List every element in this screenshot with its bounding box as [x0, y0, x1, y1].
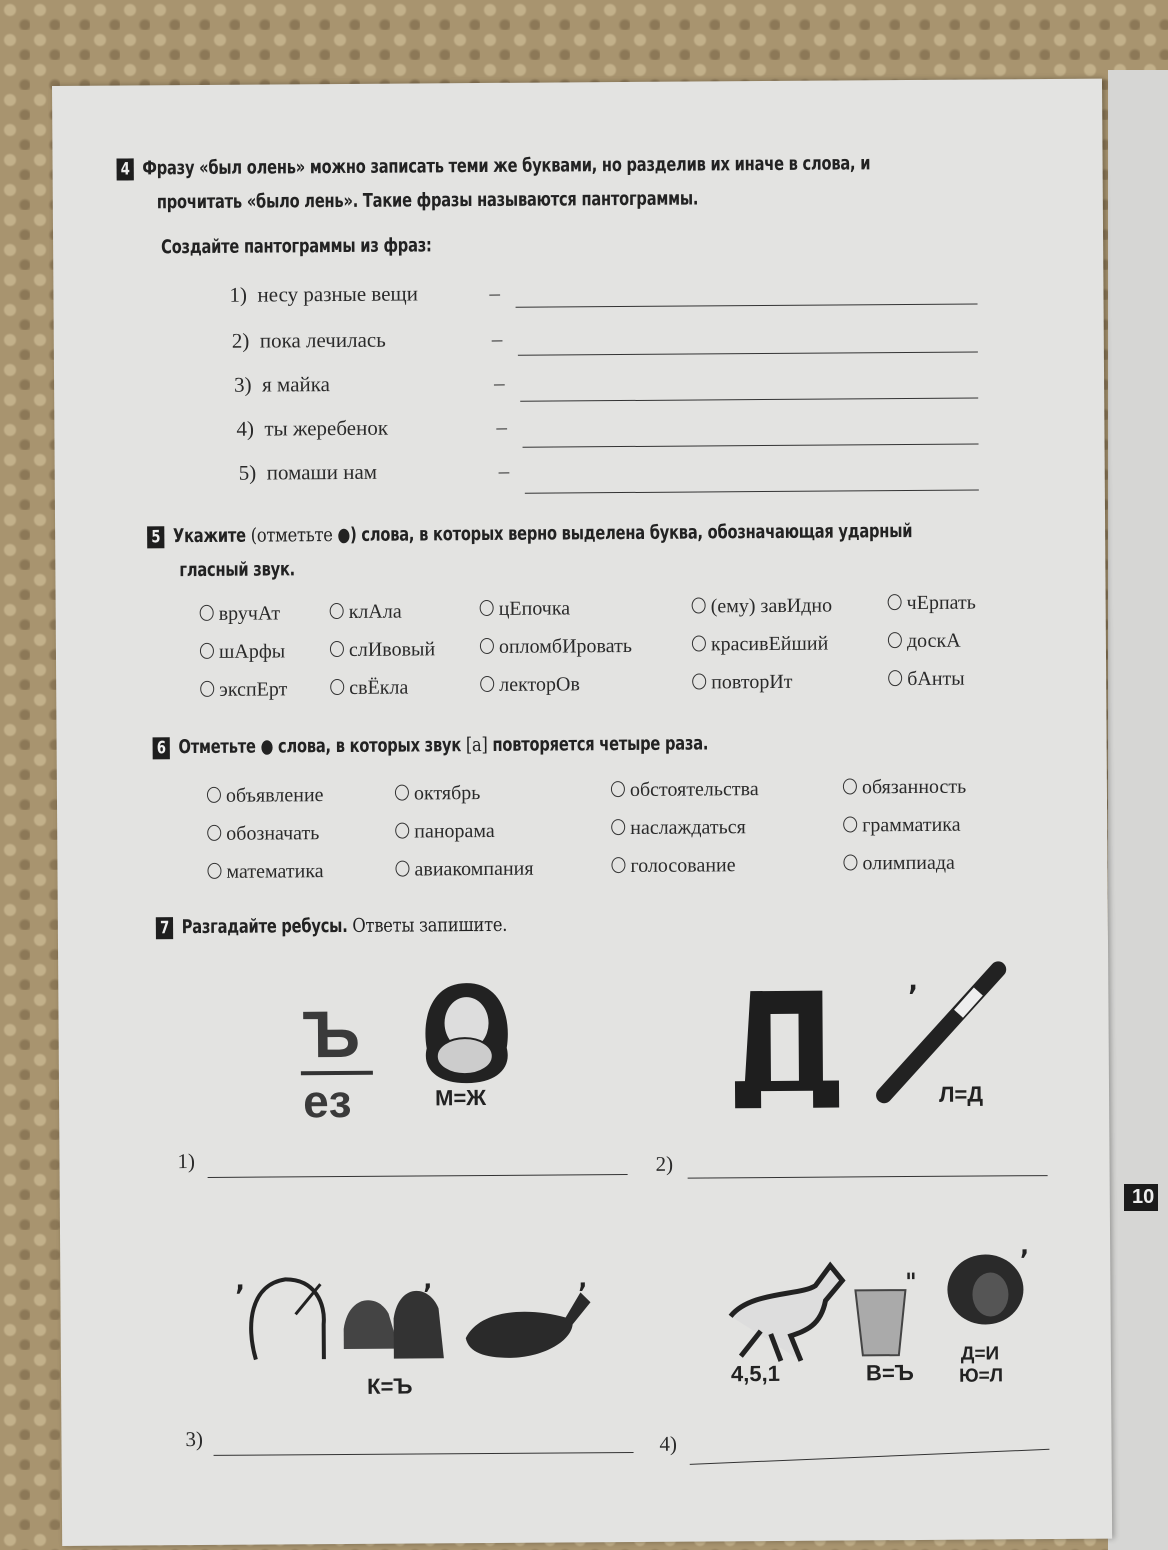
filled-circle-icon: ●: [337, 523, 351, 547]
radio-circle-icon[interactable]: [843, 778, 857, 794]
item-number: 4): [236, 416, 254, 441]
option-task6-2-2[interactable]: [611, 854, 735, 878]
svg-text:,: ,: [908, 963, 918, 998]
radio-circle-icon[interactable]: [480, 600, 494, 616]
dash: –: [489, 280, 501, 305]
task6-text-c: [а]: [465, 733, 488, 757]
option-task6-1-2[interactable]: [611, 816, 746, 840]
forehead-head-icon: [235, 1264, 331, 1365]
radio-circle-icon[interactable]: [207, 863, 221, 879]
radio-circle-icon[interactable]: [200, 605, 214, 621]
option-task5-1-2[interactable]: [480, 635, 632, 659]
dash: –: [493, 370, 505, 395]
item-number: 2): [231, 328, 250, 353]
dash: –: [496, 414, 507, 439]
option-task5-2-1[interactable]: [330, 676, 408, 700]
task5-text-a: Укажите: [172, 524, 246, 548]
option-task5-2-4[interactable]: [888, 668, 965, 692]
radio-circle-icon[interactable]: [330, 640, 344, 656]
option-label: слИвовый: [348, 637, 436, 661]
radio-circle-icon[interactable]: [207, 825, 221, 841]
dash: –: [491, 326, 503, 351]
task4-instruction: Создайте пантограммы из фраз:: [161, 234, 432, 259]
radio-circle-icon[interactable]: [843, 854, 857, 870]
option-label: панорама: [414, 819, 495, 842]
option-task5-0-3[interactable]: [692, 594, 833, 618]
option-task6-1-3[interactable]: [843, 813, 961, 837]
answer-line[interactable]: [520, 398, 978, 402]
option-label: обстоятельства: [629, 778, 759, 801]
option-label: обязанность: [861, 775, 967, 798]
option-task5-0-1[interactable]: [330, 600, 402, 624]
pantogram-item: [229, 281, 418, 307]
option-task5-1-4[interactable]: [888, 630, 961, 654]
option-task6-1-0[interactable]: [207, 822, 319, 846]
task6-line: [153, 726, 709, 764]
option-task6-0-3[interactable]: [843, 775, 966, 799]
rebus3-rule: К=Ъ: [366, 1373, 413, 1399]
item-number: 5): [238, 460, 257, 485]
option-label: цЕпочка: [498, 597, 571, 620]
rebus1-rule: М=Ж: [434, 1084, 487, 1111]
radio-circle-icon[interactable]: [480, 638, 494, 654]
next-page-edge: [1108, 70, 1168, 1550]
rebus3-answer-line[interactable]: [214, 1452, 634, 1456]
radio-circle-icon[interactable]: [395, 822, 409, 838]
item-phrase: пока лечилась: [259, 327, 386, 353]
option-label: клАла: [348, 600, 402, 623]
page-number: 10: [1124, 1184, 1158, 1211]
bucket-icon: [850, 1267, 926, 1361]
radio-circle-icon[interactable]: [843, 816, 857, 832]
task5-line2: гласный звук.: [179, 558, 296, 582]
dash: –: [498, 458, 510, 483]
task7-number: 7: [156, 917, 173, 939]
task6-text-b: слова, в которых звук: [277, 734, 462, 758]
item-number: 1): [229, 282, 248, 307]
option-label: объявление: [225, 784, 324, 807]
option-label: красивЕйший: [710, 632, 829, 655]
option-label: повторИт: [711, 670, 793, 693]
option-label: лекторОв: [499, 673, 580, 696]
letter-d-made-of-hard-signs: [730, 986, 843, 1112]
radio-circle-icon[interactable]: [611, 781, 625, 797]
rebus1-answer-line[interactable]: [208, 1174, 628, 1178]
whale-icon: [460, 1262, 596, 1383]
option-task5-2-2[interactable]: [480, 673, 580, 697]
item-phrase: я майка: [262, 372, 330, 397]
rebus2-number: 2): [655, 1151, 674, 1176]
item-phrase: ты жеребенок: [264, 415, 389, 441]
option-task6-0-1[interactable]: [395, 782, 481, 806]
answer-line[interactable]: [523, 444, 979, 448]
option-task6-2-1[interactable]: [395, 857, 533, 881]
option-task5-0-0[interactable]: [200, 602, 281, 626]
svg-text:,: ,: [578, 1264, 588, 1295]
rebus1-hard-sign: Ъ: [302, 996, 361, 1072]
radio-circle-icon[interactable]: [611, 857, 625, 873]
task5-line1: [147, 514, 912, 553]
answer-line[interactable]: [525, 490, 979, 494]
rebus4-rule-zebra: 4,5,1: [730, 1360, 781, 1387]
rebus1-ez: ез: [302, 1074, 352, 1128]
option-task5-2-3[interactable]: [692, 670, 792, 694]
option-label: обозначать: [226, 822, 320, 845]
radio-circle-icon[interactable]: [611, 819, 625, 835]
task5-number: 5: [147, 526, 164, 548]
option-task6-0-0[interactable]: [207, 784, 324, 808]
radio-circle-icon[interactable]: [200, 643, 214, 659]
radio-circle-icon[interactable]: [395, 860, 409, 876]
pantogram-item: [234, 372, 330, 398]
radio-circle-icon[interactable]: [888, 632, 902, 648]
turkey-icon: [940, 1231, 1041, 1335]
radio-circle-icon[interactable]: [207, 787, 221, 803]
worksheet-page: [52, 79, 1112, 1546]
option-label: грамматика: [862, 813, 961, 836]
task4-intro-line2: прочитать «было лень». Такие фразы называются пантограммы.: [156, 187, 699, 214]
pen-icon: [858, 959, 1009, 1110]
svg-text:": ": [905, 1267, 917, 1297]
option-label: октябрь: [413, 781, 481, 804]
svg-text:,: ,: [423, 1265, 433, 1296]
task4-intro-line1: [116, 146, 870, 185]
option-task6-2-3[interactable]: [843, 851, 955, 875]
option-task6-2-0[interactable]: [207, 860, 323, 884]
item-phrase: помаши нам: [266, 459, 378, 485]
option-label: шАрфы: [218, 640, 286, 663]
option-label: наслаждаться: [630, 816, 746, 839]
option-task6-1-1[interactable]: [395, 819, 495, 843]
option-label: доскА: [906, 629, 961, 653]
rebus4-answer-line[interactable]: [690, 1449, 1050, 1465]
radio-circle-icon[interactable]: [692, 597, 706, 613]
rebus1-number: 1): [177, 1149, 196, 1174]
pantogram-item: [239, 460, 377, 486]
option-task5-0-2[interactable]: [480, 597, 571, 621]
option-task5-1-0[interactable]: [200, 640, 285, 664]
task6-text-a: Отметьте: [178, 735, 256, 759]
option-label: бАнты: [907, 667, 965, 691]
radio-circle-icon[interactable]: [330, 678, 344, 694]
svg-text:,: ,: [235, 1263, 246, 1297]
sneakers-icon: [338, 1265, 449, 1364]
mother-with-baby-icon: [416, 978, 517, 1089]
task7-text-a: Разгадайте ребусы.: [181, 914, 348, 939]
rebus3-number: 3): [185, 1426, 204, 1452]
option-label: экспЕрт: [219, 678, 288, 701]
task4-number: 4: [117, 158, 134, 180]
radio-circle-icon[interactable]: [692, 635, 706, 651]
task5-text-c: ) слова, в которых верно выделена буква, обозначающая ударный: [349, 520, 913, 546]
option-task5-1-1[interactable]: [330, 638, 435, 662]
radio-circle-icon[interactable]: [200, 681, 214, 697]
rebus2-answer-line[interactable]: [688, 1175, 1048, 1179]
task5-text-b: (отметьте: [250, 524, 333, 547]
answer-line[interactable]: [518, 352, 978, 356]
pantogram-item: [232, 328, 386, 354]
item-phrase: несу разные вещи: [257, 281, 418, 307]
option-label: авиакомпания: [414, 857, 534, 880]
radio-circle-icon[interactable]: [888, 594, 902, 610]
radio-circle-icon[interactable]: [692, 673, 706, 689]
option-label: голосование: [630, 854, 736, 877]
option-label: опломбИровать: [498, 634, 632, 658]
option-label: чЕрпать: [906, 591, 976, 615]
option-task5-2-0[interactable]: [200, 678, 287, 702]
rebus4-rule-turkey-1: Д=И: [960, 1343, 1000, 1365]
task6-text-d: повторяется четыре раза.: [492, 732, 709, 756]
rebus4-number: 4): [659, 1431, 678, 1456]
filled-circle-icon: ●: [260, 735, 274, 758]
rebus4-rule-bucket: В=Ъ: [865, 1360, 914, 1386]
option-task5-1-3[interactable]: [692, 632, 829, 656]
rebus4-rule-turkey-2: Ю=Л: [958, 1365, 1004, 1387]
item-number: 3): [234, 372, 252, 397]
option-label: свЁкла: [349, 676, 409, 699]
radio-circle-icon[interactable]: [480, 676, 494, 692]
rebus2-rule: Л=Д: [938, 1081, 984, 1107]
task4-text1: Фразу «был олень» можно записать теми же буквами, но разделив их иначе в слова, и: [142, 152, 871, 180]
pantogram-item: [236, 416, 388, 442]
option-label: олимпиада: [862, 851, 955, 874]
radio-circle-icon[interactable]: [888, 670, 902, 686]
option-task5-0-4[interactable]: [888, 592, 976, 616]
option-label: вручАт: [218, 602, 281, 625]
svg-text:,: ,: [1020, 1231, 1030, 1262]
answer-line[interactable]: [516, 304, 978, 308]
option-label: (ему) завИдно: [710, 594, 833, 617]
radio-circle-icon[interactable]: [395, 784, 409, 800]
option-task6-0-2[interactable]: [611, 778, 759, 802]
zebra-icon: [720, 1255, 846, 1366]
radio-circle-icon[interactable]: [330, 602, 344, 618]
task6-number: 6: [153, 737, 170, 759]
option-label: математика: [226, 860, 324, 883]
task7-text-b: Ответы запишите.: [352, 913, 508, 937]
task7-line: [156, 908, 508, 944]
